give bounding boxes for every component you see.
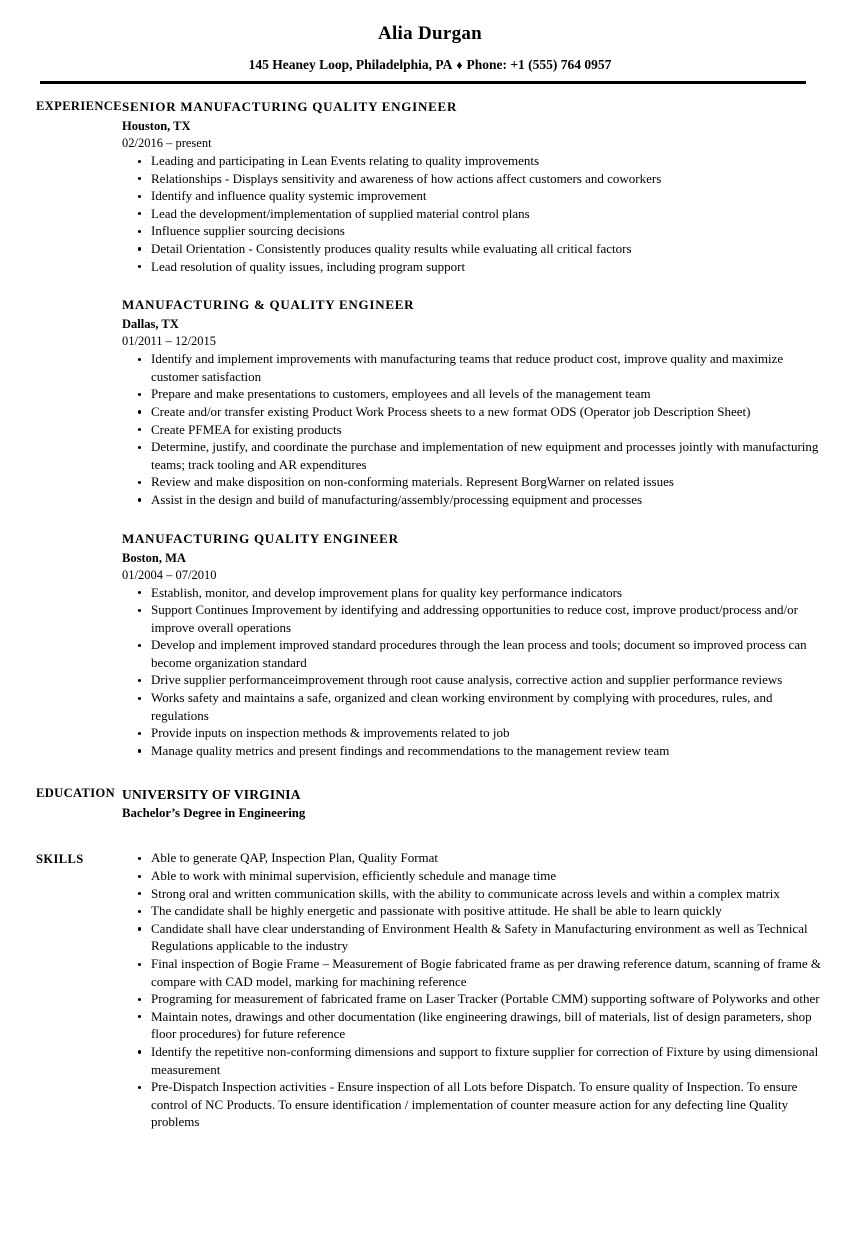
job-bullet: Prepare and make presentations to customers, employees and all levels of the management team — [122, 385, 824, 403]
experience-section — [0, 98, 860, 759]
job-bullet-list — [122, 152, 824, 275]
job-bullet: Identify and influence quality systemic improvement — [122, 187, 824, 205]
skill-bullet: Maintain notes, drawings and other documentation (like engineering drawings, bill of materials, list of design parameters, shop floor procedures) for future reference — [122, 1008, 824, 1043]
section-label-skills: SKILLS — [36, 852, 84, 867]
skills-section — [0, 849, 860, 1131]
job-bullet: Drive supplier performanceimprovement through root cause analysis, corrective action and supplier performance reviews — [122, 671, 824, 689]
experience-body — [122, 98, 860, 759]
job-bullet: Relationships - Displays sensitivity and awareness of how actions affect customers and coworkers — [122, 170, 824, 188]
header-divider — [40, 81, 806, 84]
job-location: Dallas, TX — [122, 317, 179, 332]
job-bullet: Influence supplier sourcing decisions — [122, 222, 824, 240]
skill-bullet: Able to generate QAP, Inspection Plan, Quality Format — [122, 849, 824, 867]
education-school: UNIVERSITY OF VIRGINIA — [122, 787, 301, 803]
job-dates: 02/2016 – present — [122, 136, 212, 150]
job-title: MANUFACTURING QUALITY ENGINEER — [122, 530, 399, 546]
job-title: MANUFACTURING & QUALITY ENGINEER — [122, 297, 415, 313]
skill-bullet: Programing for measurement of fabricated frame on Laser Tracker (Portable CMM) supporting software of Polyworks and other — [122, 990, 824, 1008]
job-bullet: Lead the development/implementation of supplied material control plans — [122, 205, 824, 223]
job-bullet: Leading and participating in Lean Events relating to quality improvements — [122, 152, 824, 170]
contact-line — [0, 55, 860, 75]
job-bullet: Review and make disposition on non-conforming materials. Represent BorgWarner on related issues — [122, 473, 824, 491]
job-dates: 01/2011 – 12/2015 — [122, 334, 216, 349]
job-bullet: Establish, monitor, and develop improvement plans for quality key performance indicators — [122, 584, 824, 602]
job-bullet: Provide inputs on inspection methods & improvements related to job — [122, 724, 824, 742]
contact-address: 145 Heaney Loop, Philadelphia, PA — [248, 57, 453, 72]
skill-bullet: Final inspection of Bogie Frame – Measurement of Bogie fabricated frame as per drawing reference datum, scanning of frame & compare with CAD model, marking for machining reference — [122, 955, 824, 990]
skill-bullet: Strong oral and written communication skills, with the ability to communicate across levels and within a complex matrix — [122, 885, 824, 903]
job-bullet: Assist in the design and build of manufacturing/assembly/processing equipment and processes — [122, 491, 824, 509]
job-location: Houston, TX — [122, 119, 191, 133]
skills-bullet-list — [122, 849, 824, 1131]
education-section — [0, 785, 860, 822]
job-location: Boston, MA — [122, 550, 186, 565]
diamond-separator-icon: ♦ — [456, 58, 463, 72]
skill-bullet: Identify the repetitive non-conforming dimensions and support to fixture supplier for correction of Fixture by using dimensional measurement — [122, 1043, 824, 1078]
contact-phone: Phone: +1 (555) 764 0957 — [466, 57, 612, 72]
section-label-experience: EXPERIENCE — [36, 99, 122, 113]
job-bullet: Develop and implement improved standard procedures through the lean process and tools; document so improved process can become organization standard — [122, 636, 824, 671]
job-bullet-list — [122, 584, 824, 760]
skills-body — [122, 849, 860, 1131]
resume-header — [0, 0, 860, 84]
skill-bullet: Candidate shall have clear understanding of Environment Health & Safety in Manufacturing environment as well as Technical Regulations applicable to the industry — [122, 920, 824, 955]
job-entry — [122, 296, 824, 508]
job-bullet: Detail Orientation - Consistently produces quality results while evaluating all critical factors — [122, 240, 824, 258]
job-bullet: Lead resolution of quality issues, including program support — [122, 258, 824, 276]
job-bullet-list — [122, 350, 824, 508]
job-bullet: Create and/or transfer existing Product Work Process sheets to a new format ODS (Operator job Description Sheet) — [122, 403, 824, 421]
education-body — [122, 785, 860, 822]
job-bullet: Create PFMEA for existing products — [122, 421, 824, 439]
job-bullet: Identify and implement improvements with manufacturing teams that reduce product cost, improve quality and maximize customer satisfaction — [122, 350, 824, 385]
candidate-name: Alia Durgan — [377, 23, 483, 44]
job-bullet: Determine, justify, and coordinate the purchase and implementation of new equipment and processes jointly with manufacturing teams; track tooling and AR expenditures — [122, 438, 824, 473]
skill-bullet: Pre-Dispatch Inspection activities - Ensure inspection of all Lots before Dispatch. To ensure quality of Inspection. To ensure control of NC Products. To ensure identification / implementation of counter measure action for any defecting line Quality problems — [122, 1078, 824, 1131]
section-label-education: EDUCATION — [36, 786, 116, 801]
job-entry — [122, 530, 824, 760]
job-bullet: Support Continues Improvement by identifying and addressing opportunities to reduce cost, improve product/process and/or improve overall operations — [122, 601, 824, 636]
skill-bullet: Able to work with minimal supervision, efficiently schedule and manage time — [122, 867, 824, 885]
job-title: SENIOR MANUFACTURING QUALITY ENGINEER — [122, 99, 458, 114]
skill-bullet: The candidate shall be highly energetic and passionate with positive attitude. He shall be able to learn quickly — [122, 902, 824, 920]
education-degree: Bachelor’s Degree in Engineering — [122, 806, 306, 821]
job-bullet: Works safety and maintains a safe, organized and clean working environment by complying with procedures, rules, and regulations — [122, 689, 824, 724]
job-bullet: Manage quality metrics and present findings and recommendations to the management review team — [122, 742, 824, 760]
job-entry — [122, 98, 824, 275]
job-dates: 01/2004 – 07/2010 — [122, 567, 217, 582]
